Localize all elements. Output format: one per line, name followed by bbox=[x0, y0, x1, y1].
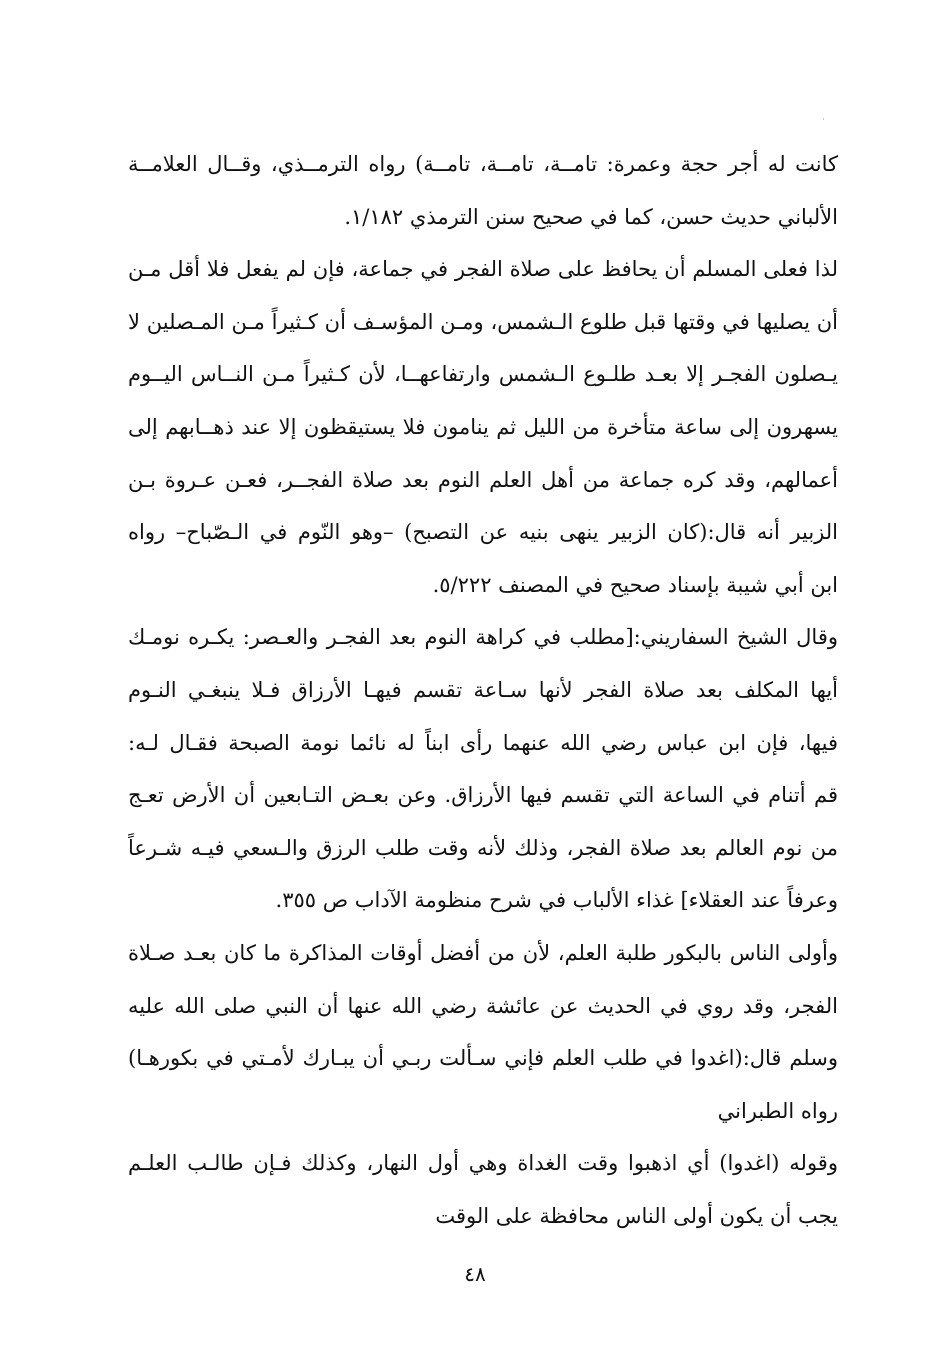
text-line: أيها المكلف بعد صلاة الفجر لأنها سـاعة تقسم فيهـا الأرزاق فـلا ينبغـي النـوم bbox=[128, 677, 838, 702]
text-line: أن يصليها في وقتها قبل طلوع الـشمس، ومـن المؤسـف أن كـثيراً مـن المـصلين لا bbox=[128, 309, 838, 334]
text-line: لذا فعلى المسلم أن يحافظ على صلاة الفجر في جماعة، فإن لم يفعل فلا أقل مـن bbox=[128, 257, 838, 282]
text-line: قم أتنام في الساعة التي تقسم فيها الأرزاق. وعن بعـض التـابعين أن الأرض تعـج bbox=[128, 783, 838, 808]
text-line: يسهرون إلى ساعة متأخرة من الليل ثم ينامون فلا يستيقظون إلا عند ذهــابهم إلى bbox=[128, 414, 838, 439]
text-line: يجب أن يكون أولى الناس محافظة على الوقت bbox=[435, 1203, 838, 1228]
text-line: وقال الشيخ السفاريني:[مطلب في كراهة النوم بعد الفجـر والعـصر: يكـره نومـك bbox=[128, 625, 838, 650]
text-line: كانت له أجر حجة وعمرة: تامــة، تامــة، تامــة) رواه الترمــذي، وقــال العلامــة bbox=[128, 152, 838, 176]
text-line: وقوله (اغدوا) أي اذهبوا وقت الغداة وهي أول النهار، وكذلك فـإن طالـب العلـم bbox=[128, 1151, 838, 1176]
text-line: يـصلون الفجـر إلا بعـد طلـوع الـشمس وارتفاعهــا، لأن كـثيراً مـن النــاس اليــوم bbox=[128, 362, 838, 387]
text-line: ابن أبي شيبة بإسناد صحيح في المصنف ٥/٢٢٢. bbox=[432, 572, 838, 597]
page-number: ٤٨ bbox=[464, 1262, 486, 1286]
text-line: أعمالهم، وقد كره جماعة من أهل العلم النوم بعد صلاة الفجــر، فعـن عـروة بـن bbox=[128, 467, 838, 492]
text-line: الفجر، وقد روي في الحديث عن عائشة رضي الله عنها أن النبي صلى الله عليه bbox=[128, 993, 838, 1018]
text-line: الزبير أنه قال:(كان الزبير ينهى بنيه عن التصبح) –وهو النّوم في الـصّباح– رواه bbox=[128, 520, 838, 545]
text-line: الألباني حديث حسن، كما في صحيح سنن الترمذي ١/١٨٢. bbox=[344, 204, 838, 229]
text-line: وسلم قال:(اغدوا في طلب العلم فإني سـألت ربـي أن يبـارك لأمـتي في بكورهـا) bbox=[128, 1046, 838, 1071]
scan-speck bbox=[823, 118, 824, 120]
text-line: وأولى الناس بالبكور طلبة العلم، لأن من أفضل أوقات المذاكرة ما كان بعـد صـلاة bbox=[128, 940, 838, 965]
text-line: من نوم العالم بعد صلاة الفجر، وذلك لأنه وقت طلب الرزق والـسعي فيـه شـرعاً bbox=[128, 835, 838, 860]
text-line: وعرفاً عند العقلاء] غذاء الألباب في شرح منظومة الآداب ص ٣٥٥. bbox=[275, 888, 838, 913]
text-line: رواه الطبراني bbox=[717, 1098, 838, 1123]
body-text bbox=[128, 138, 838, 1242]
text-line: فيها، فإن ابن عباس رضي الله عنهما رأى ابناً له نائما نومة الصبحة فقـال لـه: bbox=[128, 730, 838, 755]
